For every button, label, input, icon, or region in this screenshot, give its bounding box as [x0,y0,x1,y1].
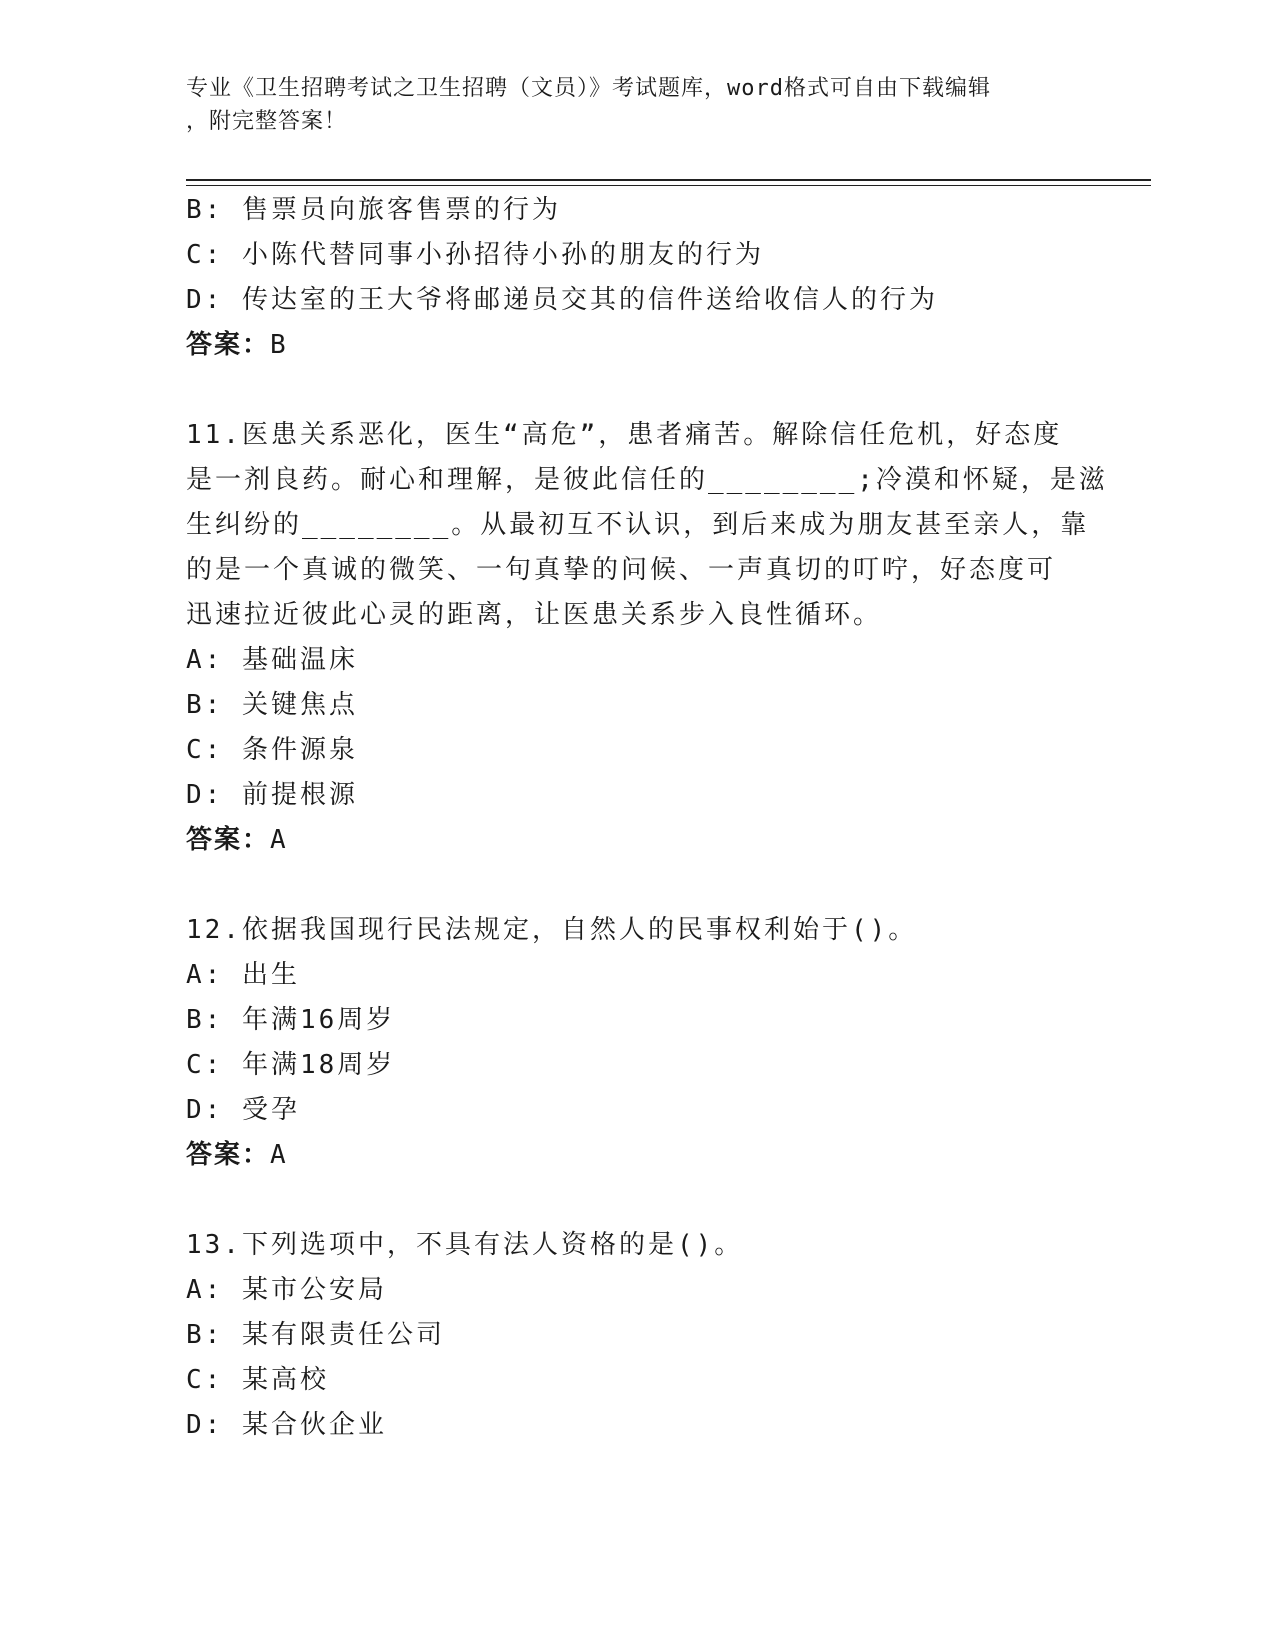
option-c: C: 某高校 [186,1365,329,1395]
question-stem: 13.下列选项中，不具有法人资格的是()。 [186,1230,744,1260]
answer-label: 答案： [186,330,271,360]
question-12 [186,908,1086,1178]
option-d: D: 某合伙企业 [186,1410,387,1440]
option-b: B: 某有限责任公司 [186,1320,445,1350]
answer-label: 答案： [186,825,271,855]
option-c: C: 小陈代替同事小孙招待小孙的朋友的行为 [186,240,764,270]
option-d: D: 传达室的王大爷将邮递员交其的信件送给收信人的行为 [186,285,938,315]
answer-value: B [270,330,288,360]
option-b: B: 年满16周岁 [186,1005,396,1035]
question-11 [186,413,1108,863]
question-list [186,188,1108,1448]
answer-line [186,818,1086,863]
option-a: A: 某市公安局 [186,1275,387,1305]
question-stem-line: 的是一个真诚的微笑、一句真挚的问候、一声真切的叮咛，好态度可 [186,555,1057,585]
header-rule-thin [186,185,1151,186]
question-stem-line: 迅速拉近彼此心灵的距离，让医患关系步入良性循环。 [186,600,883,630]
document-header [186,72,1066,138]
header-line-1: 专业《卫生招聘考试之卫生招聘（文员）》考试题库，word格式可自由下载编辑 [186,76,991,101]
answer-value: A [270,825,288,855]
question-stem-line: 生纠纷的________。从最初互不认识，到后来成为朋友甚至亲人，靠 [186,510,1090,540]
answer-label: 答案： [186,1140,271,1170]
option-a: A: 基础温床 [186,645,358,675]
option-d: D: 前提根源 [186,780,358,810]
question-stem: 12.依据我国现行民法规定，自然人的民事权利始于()。 [186,915,918,945]
option-b: B: 关键焦点 [186,690,358,720]
header-line-2: ，附完整答案！ [186,109,348,134]
answer-line [186,323,1086,368]
question-10 [186,188,1086,368]
question-13 [186,1223,1086,1448]
option-d: D: 受孕 [186,1095,300,1125]
option-a: A: 出生 [186,960,300,990]
question-stem-line: 11.医患关系恶化，医生“高危”，患者痛苦。解除信任危机，好态度 [186,420,1063,450]
option-c: C: 年满18周岁 [186,1050,396,1080]
question-stem-line: 是一剂良药。耐心和理解，是彼此信任的________;冷漠和怀疑，是滋 [186,465,1108,495]
header-rule-thick [186,179,1151,181]
option-c: C: 条件源泉 [186,735,358,765]
option-b: B: 售票员向旅客售票的行为 [186,195,561,225]
answer-value: A [270,1140,288,1170]
answer-line [186,1133,1086,1178]
